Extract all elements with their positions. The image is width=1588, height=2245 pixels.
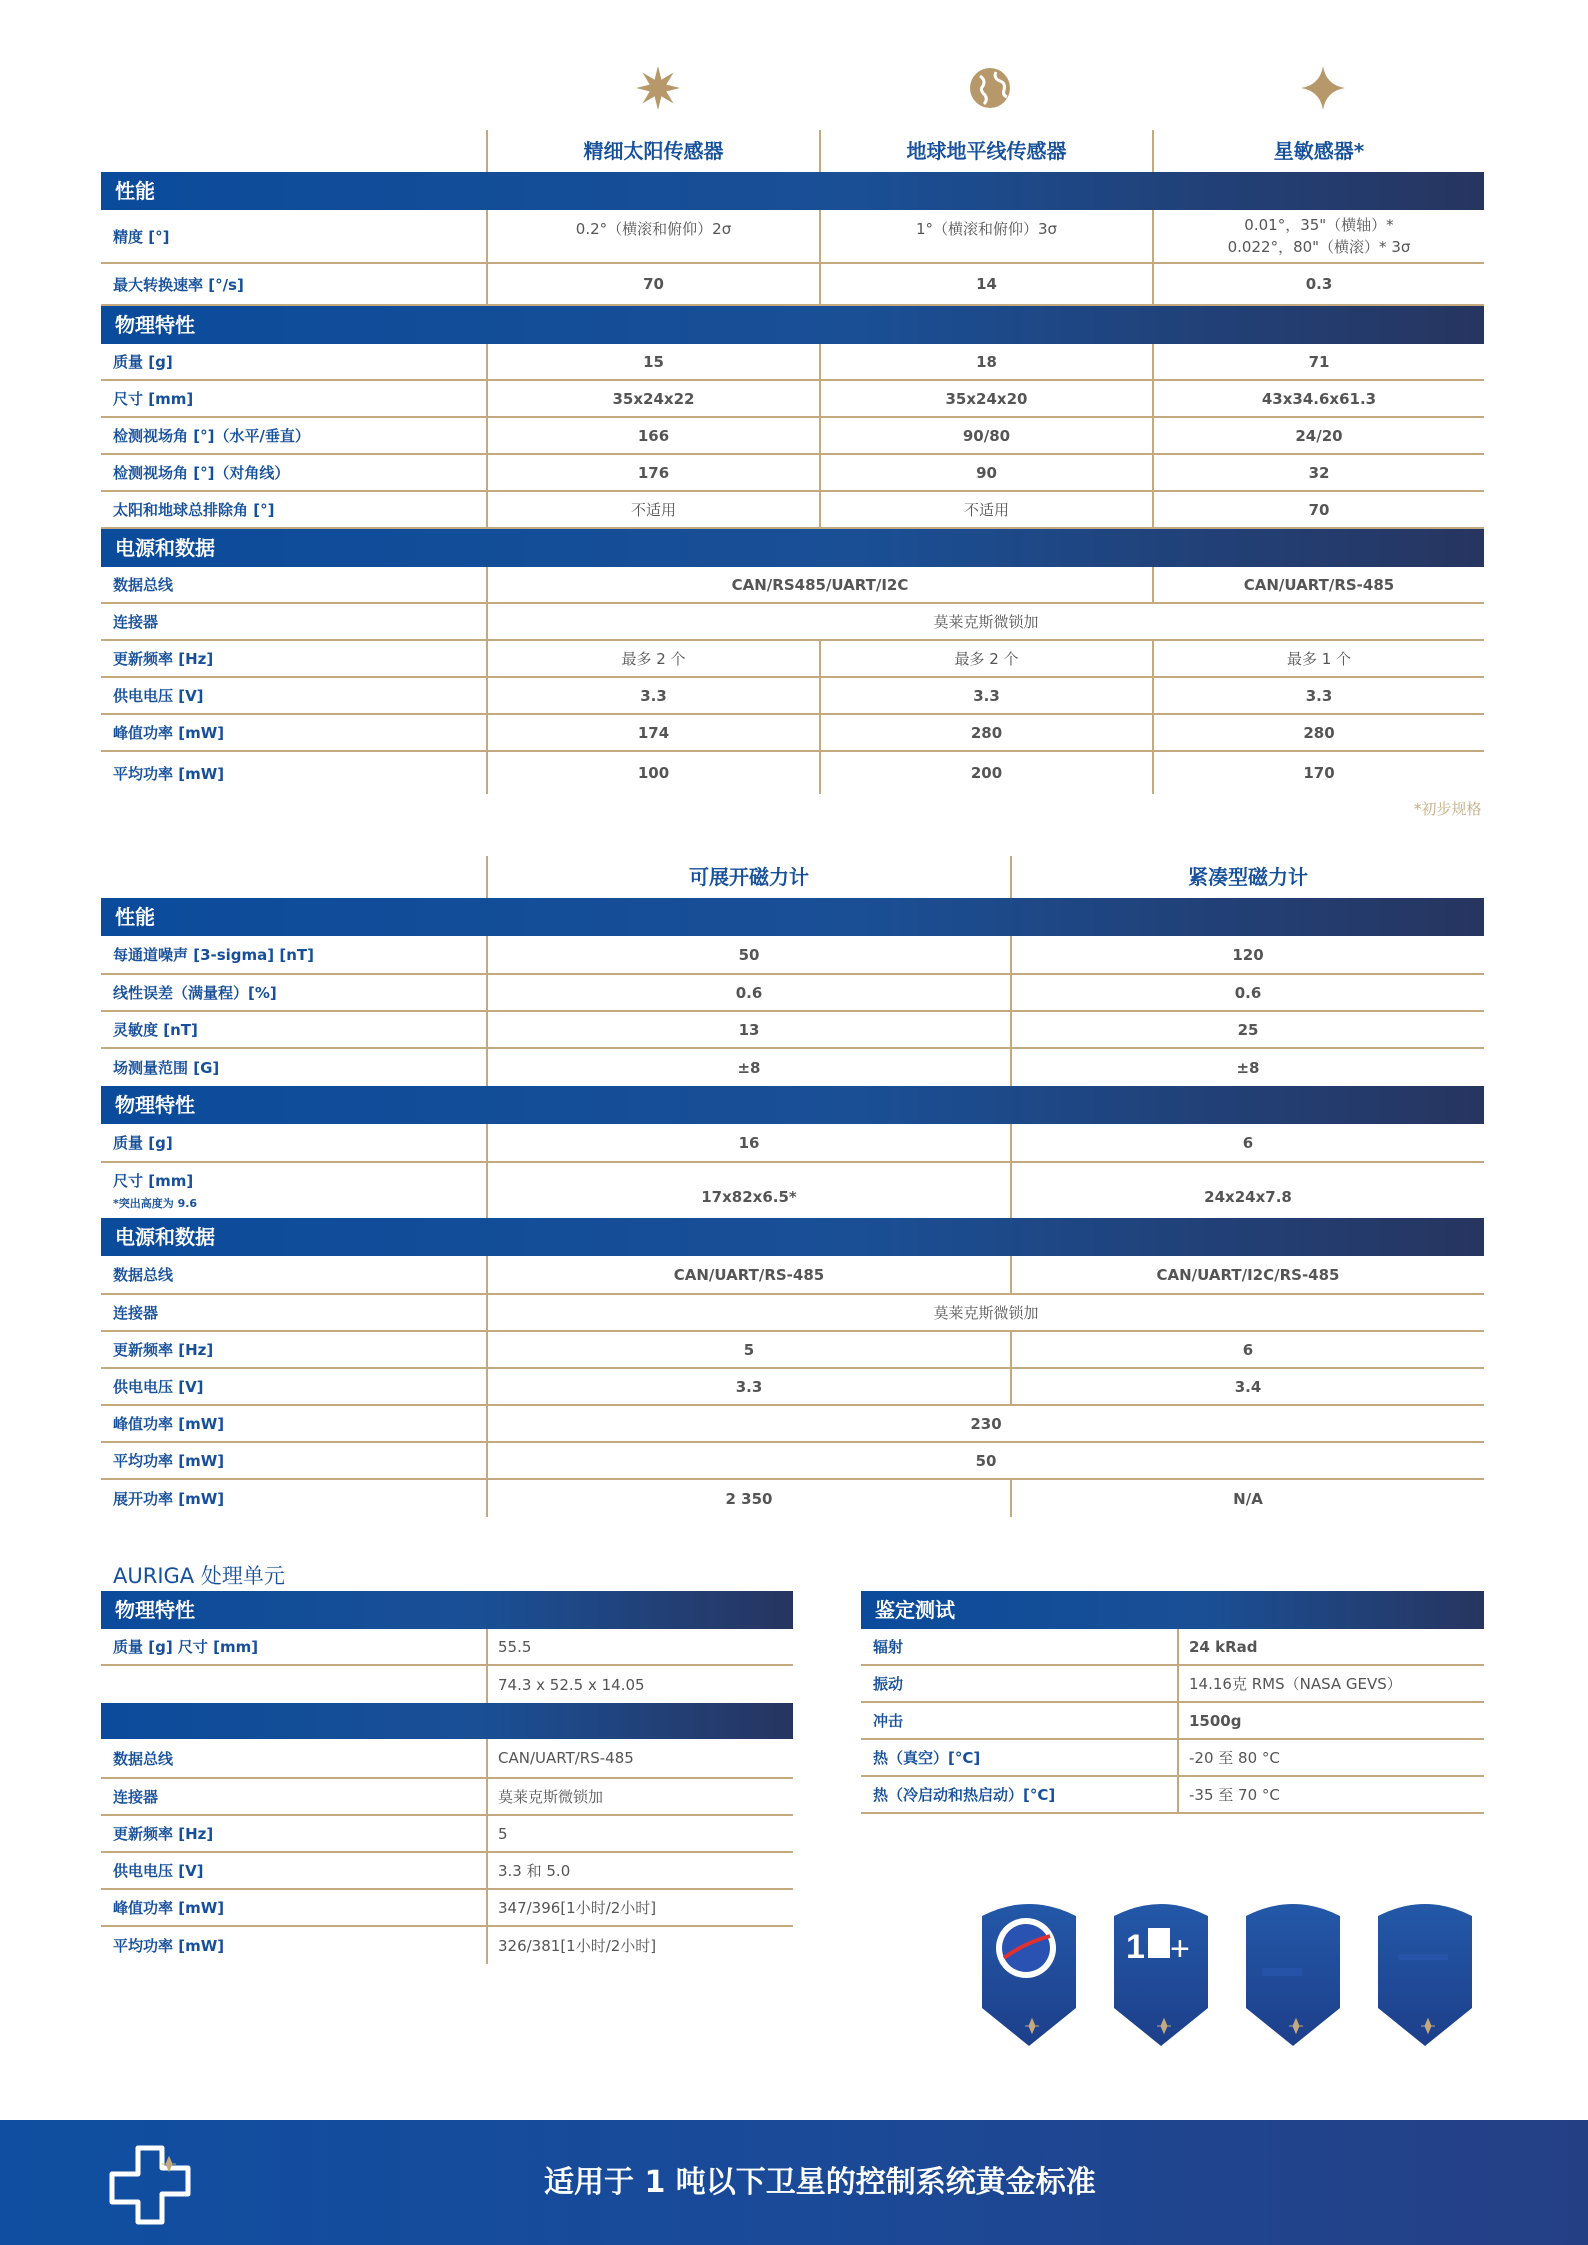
table-row: 更新频率 [Hz] 最多 2 个 最多 2 个 最多 1 个: [101, 641, 1484, 678]
section-physical: 物理特性: [101, 1086, 1484, 1124]
table-row: 峰值功率 [mW] 230: [101, 1406, 1484, 1443]
table-row: 平均功率 [mW] 100 200 170: [101, 752, 1484, 794]
footer-tagline: 适用于 1 吨以下卫星的控制系统黄金标准: [544, 2165, 1096, 2200]
table-row: 尺寸 [mm] *突出高度为 9.6 17x82x6.5* 24x24x7.8: [101, 1163, 1484, 1218]
table-row: 平均功率 [mW] 50: [101, 1443, 1484, 1480]
table-row: 连接器 莫莱克斯微锁加: [101, 604, 1484, 641]
svg-text:1: 1: [1126, 1928, 1145, 1966]
table-row: 热（冷启动和热启动）[°C] -35 至 70 °C: [861, 1777, 1484, 1814]
cross-logo-icon: [104, 2142, 198, 2228]
magnetometer-spec-table: [101, 856, 1484, 1517]
preliminary-spec-note: *初步规格: [1414, 800, 1482, 818]
compact-magnetometer-header: 紧凑型磁力计: [1010, 856, 1484, 898]
mission-badge-icon: [974, 1898, 1084, 2048]
table-row: 场测量范围 [G] ±8 ±8: [101, 1049, 1484, 1086]
table-row: 太阳和地球总排除角 [°] 不适用 不适用 70: [101, 492, 1484, 529]
section-performance: 性能: [101, 898, 1484, 936]
table-row: 数据总线 CAN/UART/RS-485 CAN/UART/I2C/RS-485: [101, 1256, 1484, 1295]
table-row: 供电电压 [V] 3.3 3.4: [101, 1369, 1484, 1406]
sensor-spec-table: [101, 130, 1484, 794]
qualification-table: [861, 1591, 1484, 1814]
star-icon: [1293, 58, 1353, 118]
table-row: 峰值功率 [mW] 174 280 280: [101, 715, 1484, 752]
section-physical: 物理特性: [101, 1591, 793, 1629]
deployable-magnetometer-header: 可展开磁力计: [486, 856, 1010, 898]
section-power-data: 电源和数据: [101, 529, 1484, 567]
fine-sun-sensor-header: 精细太阳传感器: [486, 130, 819, 172]
section-blank-bar: [101, 1703, 793, 1739]
table-row: 线性误差（满量程）[%] 0.6 0.6: [101, 975, 1484, 1012]
earth-horizon-sensor-header: 地球地平线传感器: [819, 130, 1152, 172]
table-row: 灵敏度 [nT] 13 25: [101, 1012, 1484, 1049]
table-row: 更新频率 [Hz] 5 6: [101, 1332, 1484, 1369]
auriga-title: AURIGA 处理单元: [113, 1564, 285, 1588]
table-row: 数据总线 CAN/UART/RS-485: [101, 1739, 793, 1779]
svg-text:+: +: [1170, 1930, 1190, 1968]
table-row: 展开功率 [mW] 2 350 N/A: [101, 1480, 1484, 1517]
certification-badge-icon: [1370, 1898, 1480, 2048]
table-row: 最大转换速率 [°/s] 70 14 0.3: [101, 264, 1484, 306]
table-row: 供电电压 [V] 3.3 和 5.0: [101, 1853, 793, 1890]
table-row: 平均功率 [mW] 326/381[1小时/2小时]: [101, 1927, 793, 1964]
table-row: 精度 [°] 0.2°（横滚和俯仰）2σ 1°（横滚和俯仰）3σ 0.01°，35"（横轴）* 0.022°，80"（横滚）* 3σ: [101, 210, 1484, 264]
table-row: 尺寸 [mm] 35x24x22 35x24x20 43x34.6x61.3: [101, 381, 1484, 418]
sun-icon: [628, 58, 688, 118]
heritage-badge-icon: [1106, 1898, 1216, 2048]
section-performance: 性能: [101, 172, 1484, 210]
table-row: 质量 [g] 15 18 71: [101, 344, 1484, 381]
table-row: 质量 [g] 尺寸 [mm] 55.5: [101, 1629, 793, 1666]
table-row: 质量 [g] 16 6: [101, 1124, 1484, 1163]
table-row: 连接器 莫莱克斯微锁加: [101, 1295, 1484, 1332]
auriga-spec-table: [101, 1591, 793, 1964]
table-row: 74.3 x 52.5 x 14.05: [101, 1666, 793, 1703]
section-power-data: 电源和数据: [101, 1218, 1484, 1256]
table-row: 检测视场角 [°]（对角线） 176 90 32: [101, 455, 1484, 492]
section-qualification: 鉴定测试: [861, 1591, 1484, 1629]
table-row: 供电电压 [V] 3.3 3.3 3.3: [101, 678, 1484, 715]
table-row: 检测视场角 [°]（水平/垂直） 166 90/80 24/20: [101, 418, 1484, 455]
section-physical: 物理特性: [101, 306, 1484, 344]
table-row: 数据总线 CAN/RS485/UART/I2C CAN/UART/RS-485: [101, 567, 1484, 604]
table-row: 峰值功率 [mW] 347/396[1小时/2小时]: [101, 1890, 793, 1927]
table-row: 振动 14.16克 RMS（NASA GEVS）: [861, 1666, 1484, 1703]
table-row: 冲击 1500g: [861, 1703, 1484, 1740]
table-row: 更新频率 [Hz] 5: [101, 1816, 793, 1853]
award-badge-icon: [1238, 1898, 1348, 2048]
table-row: 每通道噪声 [3-sigma] [nT] 50 120: [101, 936, 1484, 975]
table-row: 热（真空）[°C] -20 至 80 °C: [861, 1740, 1484, 1777]
table-row: 辐射 24 kRad: [861, 1629, 1484, 1666]
table-row: 连接器 莫莱克斯微锁加: [101, 1779, 793, 1816]
globe-icon: [960, 58, 1020, 118]
footer-banner: [0, 2120, 1588, 2245]
star-tracker-header: 星敏感器*: [1152, 130, 1484, 172]
